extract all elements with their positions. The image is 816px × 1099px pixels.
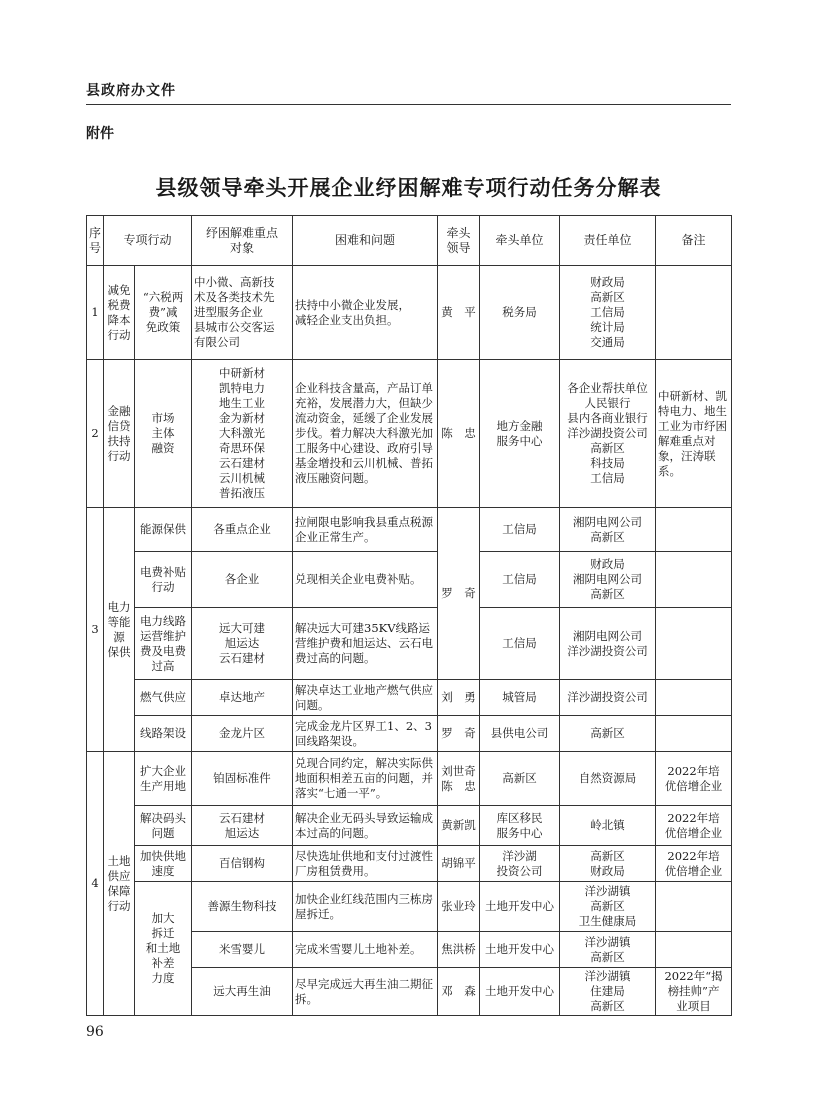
lead-unit-cell: 土地开发中心 — [480, 882, 560, 932]
lead-unit-cell: 城管局 — [480, 680, 560, 716]
lead-unit-cell: 土地开发中心 — [480, 968, 560, 1016]
header-seq: 序 号 — [87, 216, 104, 266]
leader-cell: 黄新凯 — [438, 806, 480, 846]
remark-cell: 2022年“揭 榜挂帅”产 业项目 — [656, 968, 732, 1016]
remark-cell — [656, 932, 732, 968]
resp-unit-cell: 自然资源局 — [560, 752, 656, 806]
problem-cell: 解决卓达工业地产燃气供应问题。 — [293, 680, 438, 716]
subaction-cell: 市场 主体 融资 — [135, 360, 192, 508]
target-cell: 百信钢构 — [192, 846, 293, 882]
table-header-row — [87, 216, 732, 266]
resp-unit-cell: 湘阴电网公司 洋沙湖投资公司 — [560, 608, 656, 680]
leader-cell: 张业玲 — [438, 882, 480, 932]
category-cell: 电力 等能 源 保供 — [104, 508, 135, 752]
leader-cell: 陈 忠 — [438, 360, 480, 508]
table-row — [87, 752, 732, 806]
category-cell: 土地 供应 保障 行动 — [104, 752, 135, 1016]
leader-cell: 罗 奇 — [438, 508, 480, 680]
subaction-cell: 加快供地 速度 — [135, 846, 192, 882]
table-row — [87, 806, 732, 846]
resp-unit-cell: 财政局 湘阴电网公司 高新区 — [560, 552, 656, 608]
page-number: 96 — [86, 1024, 104, 1040]
document-header: 县政府办文件 — [86, 83, 176, 99]
target-cell: 中研新材 凯特电力 地生工业 金为新材 大科激光 奇思环保 云石建材 云川机械 普拓液压 — [192, 360, 293, 508]
subaction-cell: 解决码头 问题 — [135, 806, 192, 846]
problem-cell: 完成米雪婴儿土地补差。 — [293, 932, 438, 968]
lead-unit-cell: 库区移民 服务中心 — [480, 806, 560, 846]
leader-cell: 邓 森 — [438, 968, 480, 1016]
annex-label: 附件 — [86, 126, 114, 142]
target-cell: 金龙片区 — [192, 716, 293, 752]
category-cell: 减免 税费 降本 行动 — [104, 266, 135, 360]
problem-cell: 尽快选址供地和支付过渡性厂房租赁费用。 — [293, 846, 438, 882]
remark-cell — [656, 552, 732, 608]
resp-unit-cell: 洋沙湖镇 高新区 — [560, 932, 656, 968]
problem-cell: 兑现合同约定，解决实际供地面积相差五亩的问题，并落实“七通一平”。 — [293, 752, 438, 806]
page-title: 县级领导牵头开展企业纾困解难专项行动任务分解表 — [155, 175, 662, 200]
problem-cell: 加快企业红线范围内三栋房屋拆迁。 — [293, 882, 438, 932]
resp-unit-cell: 高新区 — [560, 716, 656, 752]
category-cell: 金融 信贷 扶持 行动 — [104, 360, 135, 508]
target-cell: 卓达地产 — [192, 680, 293, 716]
target-cell: 各企业 — [192, 552, 293, 608]
header-leader: 牵头 领导 — [438, 216, 480, 266]
remark-cell — [656, 266, 732, 360]
subaction-cell: 电费补贴 行动 — [135, 552, 192, 608]
resp-unit-cell: 高新区 财政局 — [560, 846, 656, 882]
table-row — [87, 508, 732, 552]
table-row — [87, 716, 732, 752]
target-cell: 铂固标准件 — [192, 752, 293, 806]
subaction-cell: “六税两 费”减 免政策 — [135, 266, 192, 360]
table-row — [87, 680, 732, 716]
target-cell: 善源生物科技 — [192, 882, 293, 932]
resp-unit-cell: 洋沙湖投资公司 — [560, 680, 656, 716]
seq-cell: 3 — [87, 508, 104, 752]
lead-unit-cell: 地方金融 服务中心 — [480, 360, 560, 508]
target-cell: 米雪婴儿 — [192, 932, 293, 968]
subaction-cell: 线路架设 — [135, 716, 192, 752]
remark-cell — [656, 716, 732, 752]
remark-cell — [656, 680, 732, 716]
remark-cell — [656, 508, 732, 552]
subaction-cell: 燃气供应 — [135, 680, 192, 716]
problem-cell: 解决企业无码头导致运输成本过高的问题。 — [293, 806, 438, 846]
table-row — [87, 846, 732, 882]
subaction-cell: 能源保供 — [135, 508, 192, 552]
target-cell: 远大再生油 — [192, 968, 293, 1016]
remark-cell: 2022年培 优倍增企业 — [656, 846, 732, 882]
table-row — [87, 608, 732, 680]
problem-cell: 完成金龙片区界工1、2、3回线路架设。 — [293, 716, 438, 752]
subaction-cell: 电力线路 运营维护 费及电费 过高 — [135, 608, 192, 680]
lead-unit-cell: 工信局 — [480, 552, 560, 608]
leader-cell: 刘 勇 — [438, 680, 480, 716]
table-row — [87, 552, 732, 608]
header-target: 纾困解难重点 对象 — [192, 216, 293, 266]
problem-cell: 兑现相关企业电费补贴。 — [293, 552, 438, 608]
problem-cell: 尽早完成远大再生油二期征拆。 — [293, 968, 438, 1016]
target-cell: 各重点企业 — [192, 508, 293, 552]
task-breakdown-table — [86, 215, 732, 1016]
problem-cell: 解决远大可建35KV线路运营维护费和旭运达、云石电费过高的问题。 — [293, 608, 438, 680]
leader-cell: 罗 奇 — [438, 716, 480, 752]
table-row — [87, 266, 732, 360]
problem-cell: 拉闸限电影响我县重点税源企业正常生产。 — [293, 508, 438, 552]
subaction-cell: 扩大企业 生产用地 — [135, 752, 192, 806]
resp-unit-cell: 岭北镇 — [560, 806, 656, 846]
header-problem: 困难和问题 — [293, 216, 438, 266]
seq-cell: 1 — [87, 266, 104, 360]
header-action: 专项行动 — [104, 216, 192, 266]
remark-cell — [656, 608, 732, 680]
table-row — [87, 882, 732, 932]
header-lead-unit: 牵头单位 — [480, 216, 560, 266]
resp-unit-cell: 湘阴电网公司 高新区 — [560, 508, 656, 552]
problem-cell: 扶持中小微企业发展， 减轻企业支出负担。 — [293, 266, 438, 360]
subaction-cell: 加大 拆迁 和土地 补差 力度 — [135, 882, 192, 1016]
header-resp-unit: 责任单位 — [560, 216, 656, 266]
resp-unit-cell: 洋沙湖镇 住建局 高新区 — [560, 968, 656, 1016]
table-row — [87, 360, 732, 508]
target-cell: 远大可建 旭运达 云石建材 — [192, 608, 293, 680]
remark-cell: 2022年培 优倍增企业 — [656, 752, 732, 806]
lead-unit-cell: 土地开发中心 — [480, 932, 560, 968]
target-cell: 中小微、高新技 术及各类技术先 进型服务企业 县城市公交客运 有限公司 — [192, 266, 293, 360]
leader-cell: 焦洪桥 — [438, 932, 480, 968]
leader-cell: 胡锦平 — [438, 846, 480, 882]
remark-cell: 2022年培 优倍增企业 — [656, 806, 732, 846]
resp-unit-cell: 财政局 高新区 工信局 统计局 交通局 — [560, 266, 656, 360]
lead-unit-cell: 洋沙湖 投资公司 — [480, 846, 560, 882]
leader-cell: 刘世奇 陈 忠 — [438, 752, 480, 806]
header-divider — [86, 104, 731, 105]
remark-cell: 中研新材、凯特电力、地生工业为市纾困解难重点对象，汪涛联系。 — [656, 360, 732, 508]
lead-unit-cell: 工信局 — [480, 608, 560, 680]
seq-cell: 4 — [87, 752, 104, 1016]
leader-cell: 黄 平 — [438, 266, 480, 360]
lead-unit-cell: 税务局 — [480, 266, 560, 360]
resp-unit-cell: 各企业帮扶单位 人民银行 县内各商业银行 洋沙湖投资公司 高新区 科技局 工信局 — [560, 360, 656, 508]
header-remark: 备注 — [656, 216, 732, 266]
remark-cell — [656, 882, 732, 932]
lead-unit-cell: 县供电公司 — [480, 716, 560, 752]
problem-cell: 企业科技含量高，产品订单充裕，发展潜力大，但缺少流动资金，延缓了企业发展步伐。着力解决大科激光加工服务中心建设、政府引导基金增投和云川机械、普拓液压融资问题。 — [293, 360, 438, 508]
seq-cell: 2 — [87, 360, 104, 508]
lead-unit-cell: 工信局 — [480, 508, 560, 552]
lead-unit-cell: 高新区 — [480, 752, 560, 806]
target-cell: 云石建材 旭运达 — [192, 806, 293, 846]
resp-unit-cell: 洋沙湖镇 高新区 卫生健康局 — [560, 882, 656, 932]
